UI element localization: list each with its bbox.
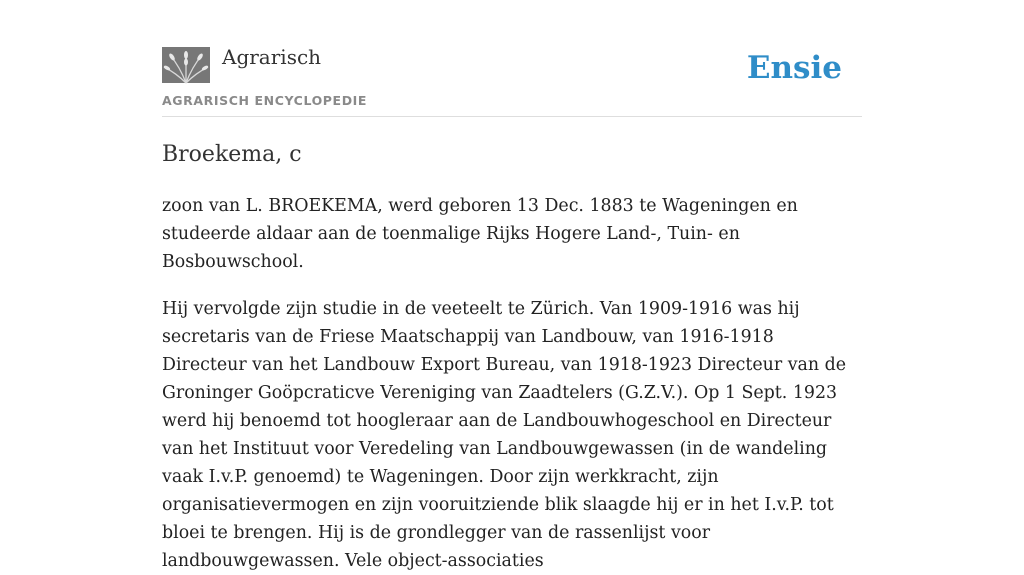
entry-content: [162, 139, 862, 575]
entry-body: [162, 192, 862, 575]
wheat-logo-icon[interactable]: [162, 47, 210, 83]
entry-paragraph: Hij vervolgde zijn studie in de veeteelt te Zürich. Van 1909-1916 was hij secretaris van de Friese Maatschappij van Landbouw, van 1916-1918 Directeur van het Landbouw Export Bureau, van 1918-1923 Directeur van de Groninger Goöpcraticve Vereniging van Zaadtelers (G.Z.V.). Op 1 Sept. 1923 werd hij benoemd tot hoogleraar aan de Landbouwhogeschool en Directeur van het Instituut voor Veredeling van Landbouwgewassen (in de wandeling vaak I.v.P. genoemd) te Wageningen. Door zijn werkkracht, zijn organisatievermogen en zijn vooruitziende blik slaagde hij er in het I.v.P. tot bloei te brengen. Hij is de grondlegger van de rassenlijst voor landbouwgewassen. Vele object-associaties: [162, 299, 847, 571]
ensie-logo-link[interactable]: Ensie: [746, 50, 842, 86]
source-header: [162, 0, 862, 117]
entry-title: Broekema, c: [162, 142, 302, 167]
source-title[interactable]: Agrarisch: [222, 45, 322, 69]
source-subtitle: AGRARISCH ENCYCLOPEDIE: [162, 93, 368, 108]
entry-paragraph: zoon van L. BROEKEMA, werd geboren 13 Dec. 1883 te Wageningen en studeerde aldaar aan de toenmalige Rijks Hogere Land-, Tuin- en Bosbouwschool.: [162, 196, 798, 272]
